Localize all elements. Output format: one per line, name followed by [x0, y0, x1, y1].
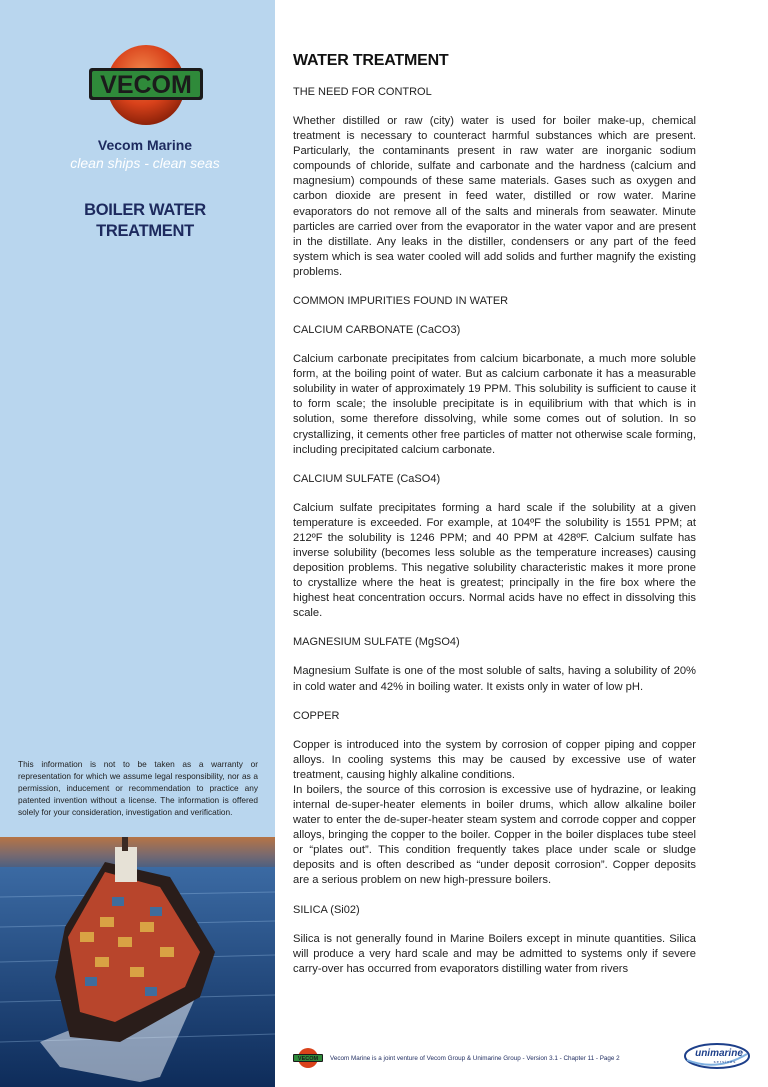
- brand-name: Vecom Marine: [97, 137, 193, 153]
- section-heading-silica: SILICA (Si02): [293, 903, 360, 916]
- footer-vecom-logo: [292, 1048, 324, 1068]
- unimarine-subtext: services: [713, 1059, 737, 1064]
- section-heading-common-impurities: COMMON IMPURITIES FOUND IN WATER: [293, 295, 509, 308]
- section-heading-calcium-sulfate: CALCIUM SULFATE (CaSO4): [293, 472, 441, 485]
- logo-wordmark: VECOM: [100, 71, 192, 99]
- section-heading-calcium-carbonate: CALCIUM CARBONATE (CaCO3): [293, 324, 461, 337]
- footer-text: Vecom Marine is a joint venture of Vecom Group & Unimarine Group - Version 3.1 - Chapter 11 - Page 2: [330, 1055, 620, 1062]
- paragraph-calcium-sulfate: Calcium sulfate precipitates forming a hard scale if the solubility at a given temperature is exceeded. For example, at 104ºF the solubility is 1551 PPM; at 212ºF the solubility is 1246 PPM; and 40 PPM at 428ºF. Calcium sulfate has inverse solubility (becomes less soluble as the temperature increases) causing deposition problems. This negative solubility characteristic makes it more prone to crystallize where the heat is greatest; principally in the fire box where the highest heat concentration occurs. Normal acids have no effect in dissolving this scale.: [293, 501, 696, 620]
- paragraph-need-for-control: Whether distilled or raw (city) water is used for boiler make-up, chemical treatment is necessary to counteract harmful substances which are present. Particularly, the contaminants present in raw water are inorganic sodium compounds of chloride, sulfate and carbonate and the hardness (calcium and magnesium) compounds of these same materials. Gases such as oxygen and carbon dioxide are present in feed water, distilled or row water. Marine evaporators do not remove all of the salts and minerals from seawater. Minute particles are carried over from the evaporator in the water vapor and are present in the distillate. Any leaks in the distiller, condensers or any part of the feed system which is sea water cooled will add solids and further magnify the existing problems.: [293, 115, 696, 278]
- container-ship-photo: [0, 837, 275, 1087]
- sidebar-title: [60, 200, 230, 242]
- vecom-logo: [87, 42, 205, 126]
- sidebar-title-line-1: BOILER WATER: [84, 201, 206, 219]
- page-title: WATER TREATMENT: [293, 52, 449, 69]
- main-content: [293, 52, 696, 977]
- footer-logo-wordmark: VECOM: [297, 1056, 319, 1063]
- paragraph-copper-1: Copper is introduced into the system by corrosion of copper piping and copper alloys. In cooling systems this may be caused by excessive use of water treatment, causing highly alkaline conditions.: [293, 738, 696, 781]
- section-heading-magnesium-sulfate: MAGNESIUM SULFATE (MgSO4): [293, 636, 460, 649]
- sidebar-title-line-2: TREATMENT: [96, 222, 194, 240]
- section-heading-copper: COPPER: [293, 709, 340, 722]
- paragraph-silica: Silica is not generally found in Marine Boilers except in minute quantities. Silica will produce a very hard scale and may be admitted to systems only if severe carry-over has occurred from evaporators distilling water from rivers: [293, 932, 696, 975]
- sidebar: [0, 0, 275, 1087]
- disclaimer: This information is not to be taken as a warranty or representation for which we assume legal responsibility, nor as a permission, inducement or recommendation to practice any patented invention without a license. The information is offered solely for your consideration, investigation and verification.: [18, 759, 258, 817]
- unimarine-logo: [683, 1042, 751, 1070]
- paragraph-calcium-carbonate: Calcium carbonate precipitates from calcium bicarbonate, a much more soluble form, at the boiling point of water. But as calcium carbonate it has a measurable solubility in water of approximately 19 PPM. This solubility is sufficient to cause it to form scale; the insoluble precipitate is in equilibrium with that which is in solution, some therefore dissolving, while some comes out of solution. In so crystallizing, it cements other free particles of matter not otherwise scale forming, including precipitated calcium carbonate.: [293, 353, 696, 456]
- section-heading-need-for-control: THE NEED FOR CONTROL: [293, 86, 432, 98]
- brand-tagline: clean ships - clean seas: [70, 155, 220, 171]
- paragraph-copper-2: In boilers, the source of this corrosion is excessive use of hydrazine, or leaking internal de-super-heater elements in boiler drums, which allow alkaline boiler water to enter the de-super-heater steam system and corrode copper and copper alloys, bringing the copper to the boiler. Copper in the boiler displaces tube steel or “plates out”. This condition frequently takes place under scale or sludge deposits and is often described as “under deposit corrosion”. Copper deposits are a serious problem on new high-pressure boilers.: [293, 783, 696, 887]
- paragraph-magnesium-sulfate: Magnesium Sulfate is one of the most soluble of salts, having a solubility of 20% in cold water and 42% in boiling water. It exists only in water of low pH.: [293, 665, 696, 693]
- unimarine-wordmark: unimarine: [695, 1048, 743, 1059]
